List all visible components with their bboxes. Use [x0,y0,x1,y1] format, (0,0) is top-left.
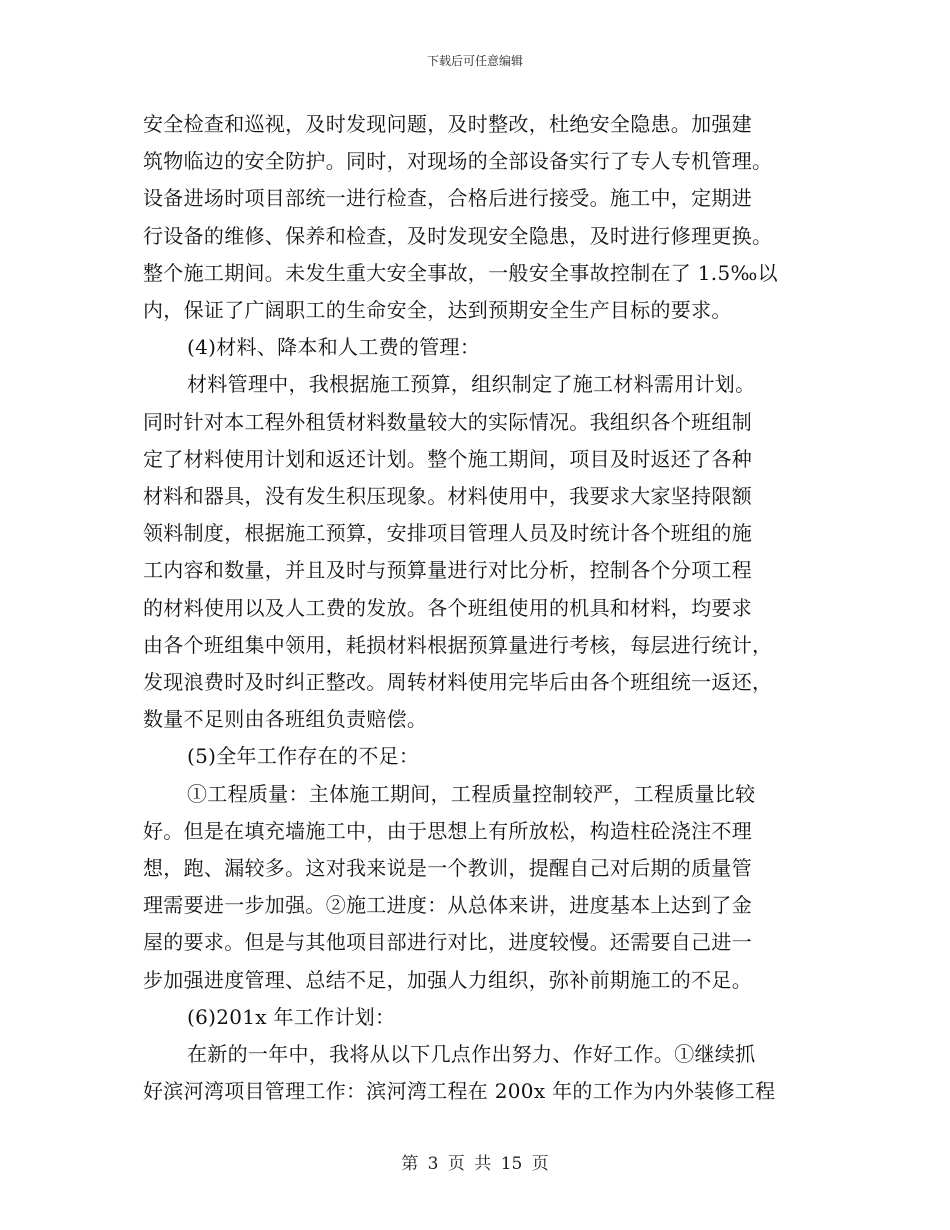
text-line: 整个施工期间。未发生重大安全事故，一般安全事故控制在了 1.5‰以 [143,260,778,285]
text-line: 工内容和数量，并且及时与预算量进行对比分析，控制各个分项工程 [143,558,752,583]
text-line: 行设备的维修、保养和检查，及时发现安全隐患，及时进行修理更换。 [143,223,773,248]
text-line: 屋的要求。但是与其他项目部进行对比，进度较慢。还需要自己进一 [143,930,752,955]
text-line: 定了材料使用计划和返还计划。整个施工期间，项目及时返还了各种 [143,446,752,471]
text-line: 数量不足则由各班组负责赔偿。 [143,707,428,732]
text-line: 步加强进度管理、总结不足，加强人力组织，弥补前期施工的不足。 [143,967,752,992]
document-body [143,106,823,1110]
page-footer: 第 3 页 共 15 页 [401,1154,549,1174]
text-line: 好滨河湾项目管理工作：滨河湾工程在 200x 年的工作为内外装修工程 [143,1079,776,1104]
text-line: 材料和器具，没有发生积压现象。材料使用中，我要求大家坚持限额 [143,484,752,509]
text-line: 材料管理中，我根据施工预算，组织制定了施工材料需用计划。 [187,372,756,397]
text-line: ①工程质量：主体施工期间，工程质量控制较严，工程质量比较 [187,781,756,806]
text-line: 设备进场时项目部统一进行检查，合格后进行接受。施工中，定期进 [143,186,752,211]
text-line: 由各个班组集中领用，耗损材料根据预算量进行考核，每层进行统计， [143,632,773,657]
text-line: 理需要进一步加强。②施工进度：从总体来讲，进度基本上达到了金 [143,893,752,918]
section-heading: (4)材料、降本和人工费的管理： [187,335,481,360]
text-line: 筑物临边的安全防护。同时，对现场的全部设备实行了专人专机管理。 [143,149,773,174]
page-header: 下载后可任意编辑 [426,54,523,68]
text-line: 内，保证了广阔职工的生命安全，达到预期安全生产目标的要求。 [143,298,732,323]
text-line: 好。但是在填充墙施工中，由于思想上有所放松，构造柱砼浇注不理 [143,818,752,843]
section-heading: (6)201x 年工作计划： [187,1004,396,1029]
section-heading: (5)全年工作存在的不足： [187,744,420,769]
text-line: 同时针对本工程外租赁材料数量较大的实际情况。我组织各个班组制 [143,409,752,434]
text-line: 想，跑、漏较多。这对我来说是一个教训，提醒自己对后期的质量管 [143,856,752,881]
text-line: 在新的一年中，我将从以下几点作出努力、作好工作。①继续抓 [187,1042,756,1067]
text-line: 发现浪费时及时纠正整改。周转材料使用完毕后由各个班组统一返还， [143,670,773,695]
text-line: 安全检查和巡视，及时发现问题，及时整改，杜绝安全隐患。加强建 [143,112,752,136]
text-line: 领料制度，根据施工预算，安排项目管理人员及时统计各个班组的施 [143,521,752,546]
text-line: 的材料使用以及人工费的发放。各个班组使用的机具和材料，均要求 [143,595,752,620]
